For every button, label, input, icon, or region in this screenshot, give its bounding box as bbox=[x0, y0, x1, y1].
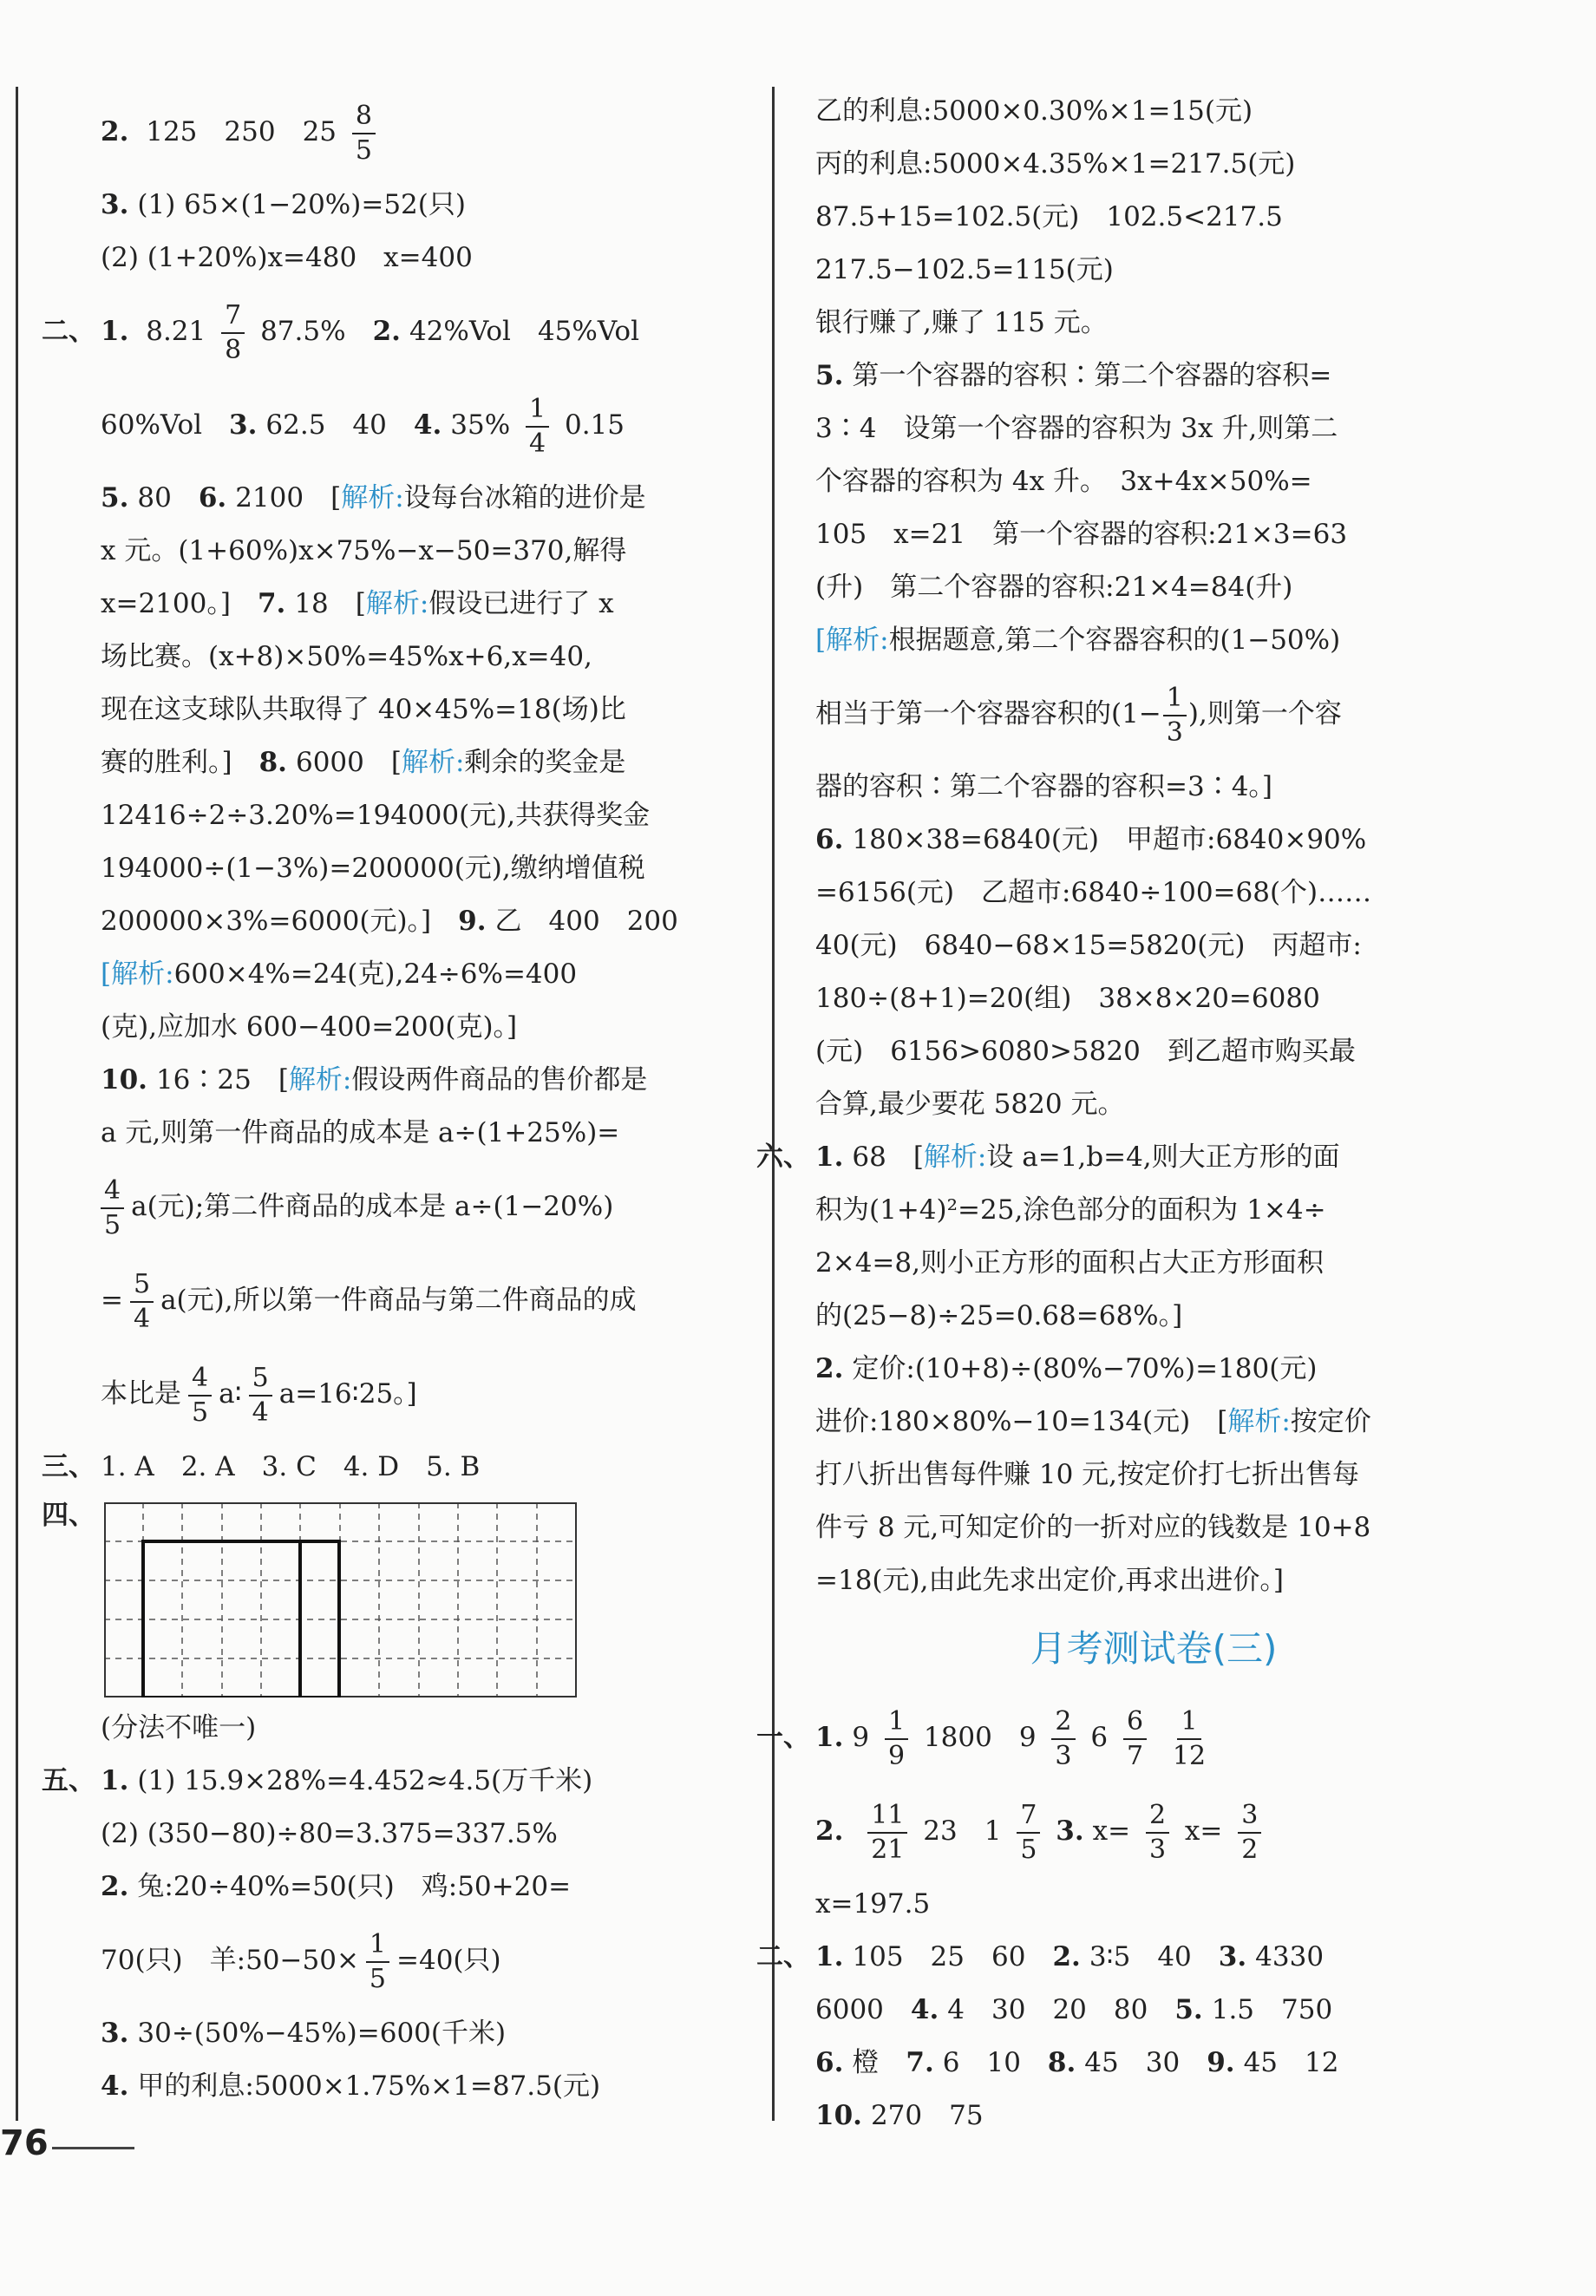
answer-line: 件亏 8 元,可知定价的一折对应的钱数是 10+8 bbox=[815, 1512, 1371, 1543]
answer-line: x 元。(1+60%)x×75%−x−50=370,解得 bbox=[101, 535, 627, 566]
answer-line: a 元,则第一件商品的成本是 a÷(1+25%)= bbox=[101, 1117, 620, 1148]
answer-line: 三、 1. A 2. A 3. C 4. D 5. B bbox=[42, 1441, 736, 1494]
answer-line: 现在这支球队共取得了 40×45%=18(场)比 bbox=[101, 694, 626, 725]
fraction: $\frac{6}{7}$ bbox=[1123, 1709, 1147, 1769]
left-column bbox=[42, 85, 736, 2113]
section-number: 四、 bbox=[42, 1500, 95, 1531]
answer-line: 2. 定价:(10+8)÷(80%−70%)=180(元) bbox=[815, 1353, 1318, 1384]
answer-line: x=2100。] 7. 18 [解析:假设已进行了 x bbox=[101, 588, 614, 619]
answer-line: 3. (1) 65×(1−20%)=52(只) bbox=[101, 189, 466, 220]
fraction: $\frac{4}{5}$ bbox=[101, 1178, 124, 1239]
answer-line: 40(元) 6840−68×15=5820(元) 丙超市: bbox=[815, 930, 1362, 961]
answer-line: $\frac{4}{5}$ a(元);第二件商品的成本是 a÷(1−20%) bbox=[42, 1160, 736, 1253]
answer-line: 乙的利息:5000×0.30%×1=15(元) bbox=[815, 95, 1253, 127]
analysis-label: 解析: bbox=[365, 588, 429, 619]
grid-figure bbox=[42, 1494, 736, 1702]
analysis-label: 解析: bbox=[923, 1141, 987, 1173]
fraction: $\frac{1}{9}$ bbox=[885, 1709, 908, 1769]
left-margin-rule bbox=[16, 87, 18, 2121]
answer-line: (2) (1+20%)x=480 x=400 bbox=[101, 242, 473, 273]
fraction: $\frac{4}{5}$ bbox=[188, 1365, 212, 1426]
analysis-label: 解析: bbox=[401, 747, 465, 778]
grid-diagram bbox=[104, 1502, 577, 1697]
fraction: $\frac{3}{2}$ bbox=[1238, 1802, 1261, 1863]
fraction: $\frac{1}{3}$ bbox=[1163, 685, 1187, 746]
answer-line: x=197.5 bbox=[815, 1888, 931, 1920]
fraction: $\frac{2}{3}$ bbox=[1146, 1802, 1169, 1863]
answer-line: 相当于第一个容器容积的(1− $\frac{1}{3}$ ),则第一个容 bbox=[815, 682, 1342, 748]
answer-line: 10. 16∶25 [解析:假设两件商品的售价都是 bbox=[101, 1064, 648, 1096]
answer-line: 银行赚了,赚了 115 元。 bbox=[815, 307, 1108, 338]
answer-line: 200000×3%=6000(元)。] 9. 乙 400 200 bbox=[101, 906, 678, 937]
answer-line: =18(元),由此先求出定价,再求出进价。] bbox=[815, 1565, 1284, 1596]
answer-line: 6. 橙 7. 6 10 8. 45 30 9. 45 12 bbox=[815, 2047, 1339, 2078]
section-number: 三、 bbox=[42, 1451, 95, 1482]
analysis-label: 解析: bbox=[826, 625, 889, 656]
answer-line: 180÷(8+1)=20(组) 38×8×20=6080 bbox=[815, 983, 1320, 1014]
answer-line: 5. 第一个容器的容积∶第二个容器的容积= bbox=[815, 360, 1332, 391]
answer-line: [解析:600×4%=24(克),24÷6%=400 bbox=[101, 958, 578, 990]
answer-line: 5. 80 6. 2100 [解析:设每台冰箱的进价是 bbox=[101, 482, 646, 513]
answer-line: 的(25−8)÷25=0.68=68%。] bbox=[815, 1300, 1183, 1331]
answer-line: = $\frac{5}{4}$ a(元),所以第一件商品与第二件商品的成 bbox=[101, 1268, 637, 1334]
answer-line: 87.5+15=102.5(元) 102.5<217.5 bbox=[815, 201, 1283, 232]
answer-line: [解析:根据题意,第二个容器容积的(1−50%) bbox=[815, 625, 1341, 656]
answer-line: 五、 1. (1) 15.9×28%=4.452≈4.5(万千米) bbox=[42, 1755, 736, 1808]
answer-line: 积为(1+4)²=25,涂色部分的面积为 1×4÷ bbox=[815, 1194, 1326, 1226]
answer-line: (2) (350−80)÷80=3.375=337.5% bbox=[101, 1818, 558, 1849]
page-number: 76 bbox=[0, 2123, 49, 2163]
fraction: $\frac{5}{4}$ bbox=[249, 1365, 272, 1426]
answer-line: (克),应加水 600−400=200(克)。] bbox=[101, 1011, 518, 1043]
answer-line: 6000 4. 4 30 20 80 5. 1.5 750 bbox=[815, 1994, 1333, 2025]
section-title: 月考测试卷(三) bbox=[1030, 1627, 1278, 1670]
answer-line: 一、 1. 9 $\frac{1}{9}$ 1800 9 $\frac{2}{3}$ 6 $\frac{6}{7}$ $\frac{1}{12}$ bbox=[756, 1691, 1492, 1784]
answer-line: 2. 兔:20÷40%=50(只) 鸡:50+20= bbox=[101, 1871, 572, 1902]
answer-line: 六、 1. 68 [解析:设 a=1,b=4,则大正方形的面 bbox=[756, 1131, 1492, 1184]
right-column bbox=[756, 85, 1492, 2142]
answer-line: 70(只) 羊:50−50× $\frac{1}{5}$ =40(只) bbox=[101, 1928, 501, 1994]
fraction: $\frac{5}{4}$ bbox=[130, 1272, 154, 1332]
answer-line: 本比是 $\frac{4}{5}$ a∶ $\frac{5}{4}$ a=16∶25。] bbox=[101, 1362, 417, 1428]
answer-line: 二、 1. 105 25 60 2. 3∶5 40 3. 4330 bbox=[756, 1931, 1492, 1984]
answer-line: 4. 甲的利息:5000×1.75%×1=87.5(元) bbox=[101, 2070, 601, 2102]
answer-line: 105 x=21 第一个容器的容积:21×3=63 bbox=[815, 519, 1348, 550]
answer-line: 2. 125 250 25 $\frac{8}{5}$ bbox=[42, 85, 736, 179]
fraction: $\frac{7}{5}$ bbox=[1017, 1802, 1040, 1863]
fraction: $\frac{8}{5}$ bbox=[352, 103, 376, 164]
analysis-label: 解析: bbox=[111, 958, 174, 990]
answer-line: 12416÷2÷3.20%=194000(元),共获得奖金 bbox=[101, 800, 651, 831]
answer-line: =6156(元) 乙超市:6840÷100=68(个)…… bbox=[815, 877, 1372, 908]
page-number-rule bbox=[52, 2147, 134, 2149]
section-number: 五、 bbox=[42, 1765, 95, 1796]
answer-line: 60%Vol 3. 62.5 40 4. 35% $\frac{1}{4}$ 0.15 bbox=[101, 393, 625, 459]
answer-line: (元) 6156>6080>5820 到乙超市购买最 bbox=[815, 1036, 1356, 1067]
answer-line: 2×4=8,则小正方形的面积占大正方形面积 bbox=[815, 1247, 1324, 1279]
answer-line: 场比赛。(x+8)×50%=45%x+6,x=40, bbox=[101, 641, 592, 672]
fraction: $\frac{1}{12}$ bbox=[1172, 1705, 1207, 1771]
answer-line: 进价:180×80%−10=134(元) [解析:按定价 bbox=[815, 1406, 1371, 1437]
answer-line: 个容器的容积为 4x 升。 3x+4x×50%= bbox=[815, 466, 1312, 497]
fraction: $\frac{1}{5}$ bbox=[366, 1932, 389, 1992]
answer-line: 二、 1. 8.21 $\frac{7}{8}$ 87.5% 2. 42%Vol 45%Vol bbox=[42, 285, 736, 378]
section-number: 二、 bbox=[756, 1941, 810, 1972]
fraction: $\frac{1}{4}$ bbox=[526, 396, 549, 457]
answer-line: (升) 第二个容器的容积:21×4=84(升) bbox=[815, 572, 1293, 603]
fraction: $\frac{2}{3}$ bbox=[1051, 1709, 1075, 1769]
answer-line: 器的容积∶第二个容器的容积=3∶4。] bbox=[815, 771, 1273, 802]
answer-line: 194000÷(1−3%)=200000(元),缴纳增值税 bbox=[101, 853, 645, 884]
answer-line: 3. 30÷(50%−45%)=600(千米) bbox=[101, 2018, 507, 2049]
fraction: $\frac{7}{8}$ bbox=[221, 303, 245, 363]
answer-line: 217.5−102.5=115(元) bbox=[815, 254, 1114, 285]
answer-line: (分法不唯一) bbox=[101, 1712, 257, 1743]
answer-line: 赛的胜利。] 8. 6000 [解析:剩余的奖金是 bbox=[101, 747, 626, 778]
analysis-label: 解析: bbox=[288, 1064, 352, 1096]
answer-line: 6. 180×38=6840(元) 甲超市:6840×90% bbox=[815, 824, 1367, 855]
answer-line: 2. $\frac{11}{21}$ 23 1 $\frac{7}{5}$ 3. x= $\frac{2}{3}$ x= $\frac{3}{2}$ bbox=[815, 1784, 1492, 1878]
answer-line: 3∶4 设第一个容器的容积为 3x 升,则第二 bbox=[815, 413, 1338, 444]
section-number: 一、 bbox=[756, 1722, 810, 1753]
section-number: 六、 bbox=[756, 1141, 810, 1173]
analysis-label: 解析: bbox=[1227, 1406, 1291, 1437]
section-number: 二、 bbox=[42, 316, 95, 347]
analysis-label: 解析: bbox=[341, 482, 404, 513]
answer-line: 丙的利息:5000×4.35%×1=217.5(元) bbox=[815, 148, 1296, 180]
answer-line: 打八折出售每件赚 10 元,按定价打七折出售每 bbox=[815, 1459, 1360, 1490]
column-divider bbox=[772, 87, 775, 2121]
fraction: $\frac{11}{21}$ bbox=[867, 1802, 907, 1863]
answer-line: 10. 270 75 bbox=[815, 2100, 984, 2131]
answer-line: 合算,最少要花 5820 元。 bbox=[815, 1089, 1125, 1120]
